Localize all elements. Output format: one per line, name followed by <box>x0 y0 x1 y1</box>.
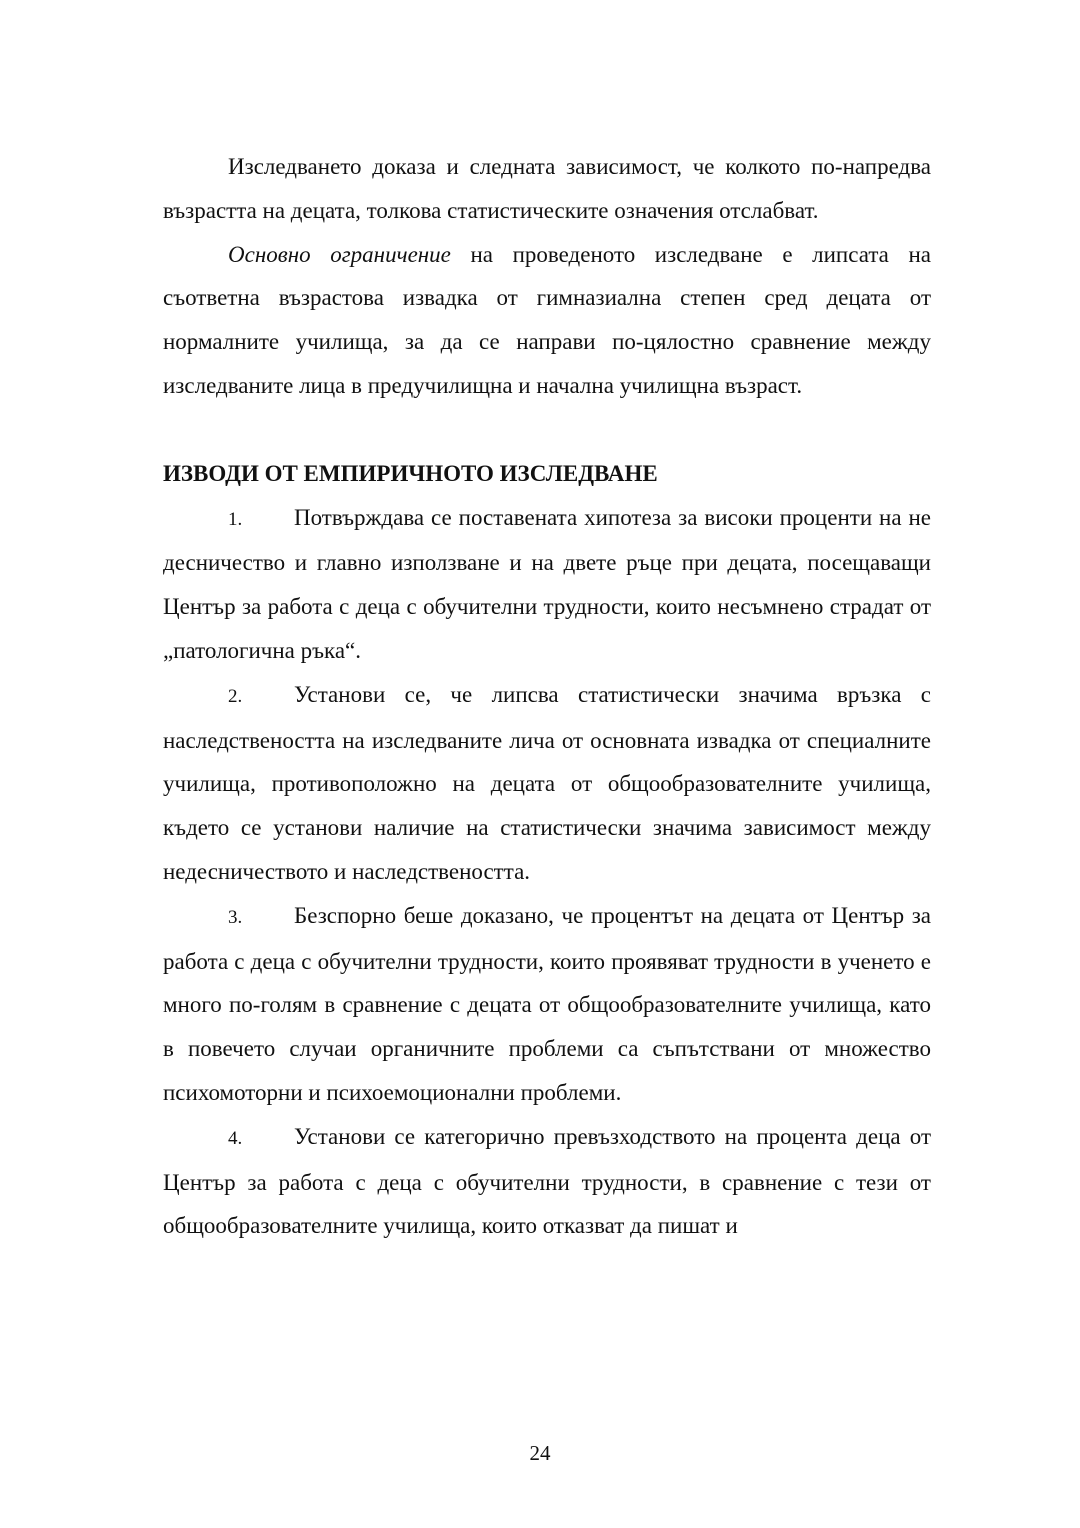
conclusion-text: Установи се категорично превъзходството на процента деца от Център за работа с деца с обучителни трудности, в сравнение с тези от общообразователните училища, които отказват да пишат и <box>163 1123 931 1239</box>
conclusion-text: Безспорно беше доказано, че процентът на децата от Център за работа с деца с обучителни трудности, които проявяват трудности в ученето е много по-голям в сравнение с децата от общообразователните училища, като в повечето случаи органичните проблеми са съпътствани от множество психомоторни и психоемоционални проблеми. <box>163 902 931 1105</box>
conclusion-item-4 <box>163 1115 931 1248</box>
conclusion-item-3 <box>163 894 931 1115</box>
page-number: 24 <box>529 1441 551 1465</box>
conclusion-item-1 <box>163 496 931 673</box>
paragraph-limitation <box>163 233 931 408</box>
conclusion-number: 1. <box>228 508 243 530</box>
conclusion-item-2 <box>163 673 931 894</box>
section-heading: ИЗВОДИ ОТ ЕМПИРИЧНОТО ИЗСЛЕДВАНЕ <box>163 460 658 486</box>
limitation-italic-phrase: Основно ограничение <box>228 241 451 267</box>
conclusion-number: 3. <box>228 906 243 928</box>
limitation-text: на проведеното изследване е липсата на съответна възрастова извадка от гимназиална степен сред децата от нормалните училища, за да се направи по-цялостно сравнение между изследваните лица в предучилищна и начална училищна възраст. <box>163 241 931 398</box>
conclusion-text: Потвърждава се поставената хипотеза за високи проценти на не десничество и главно използване и на двете ръце при децата, посещаващи Център за работа с деца с обучителни трудности, които несъмнено страдат от „патологична ръка“. <box>163 504 931 663</box>
paragraph-age-dependency: Изследването доказа и следната зависимост, че колкото по-напредва възрастта на децата, толкова статистическите означения отслабват. <box>163 154 931 223</box>
document-body <box>163 145 931 1248</box>
conclusion-number: 4. <box>228 1127 243 1149</box>
conclusion-number: 2. <box>228 685 243 707</box>
conclusion-text: Установи се, че липсва статистически значима връзка с наследствеността на изследваните лича от основната извадка от специалните училища, противоположно на децата от общообразователните училища, където се установи наличие на статистически значима зависимост между недесничеството и наследствеността. <box>163 681 931 884</box>
